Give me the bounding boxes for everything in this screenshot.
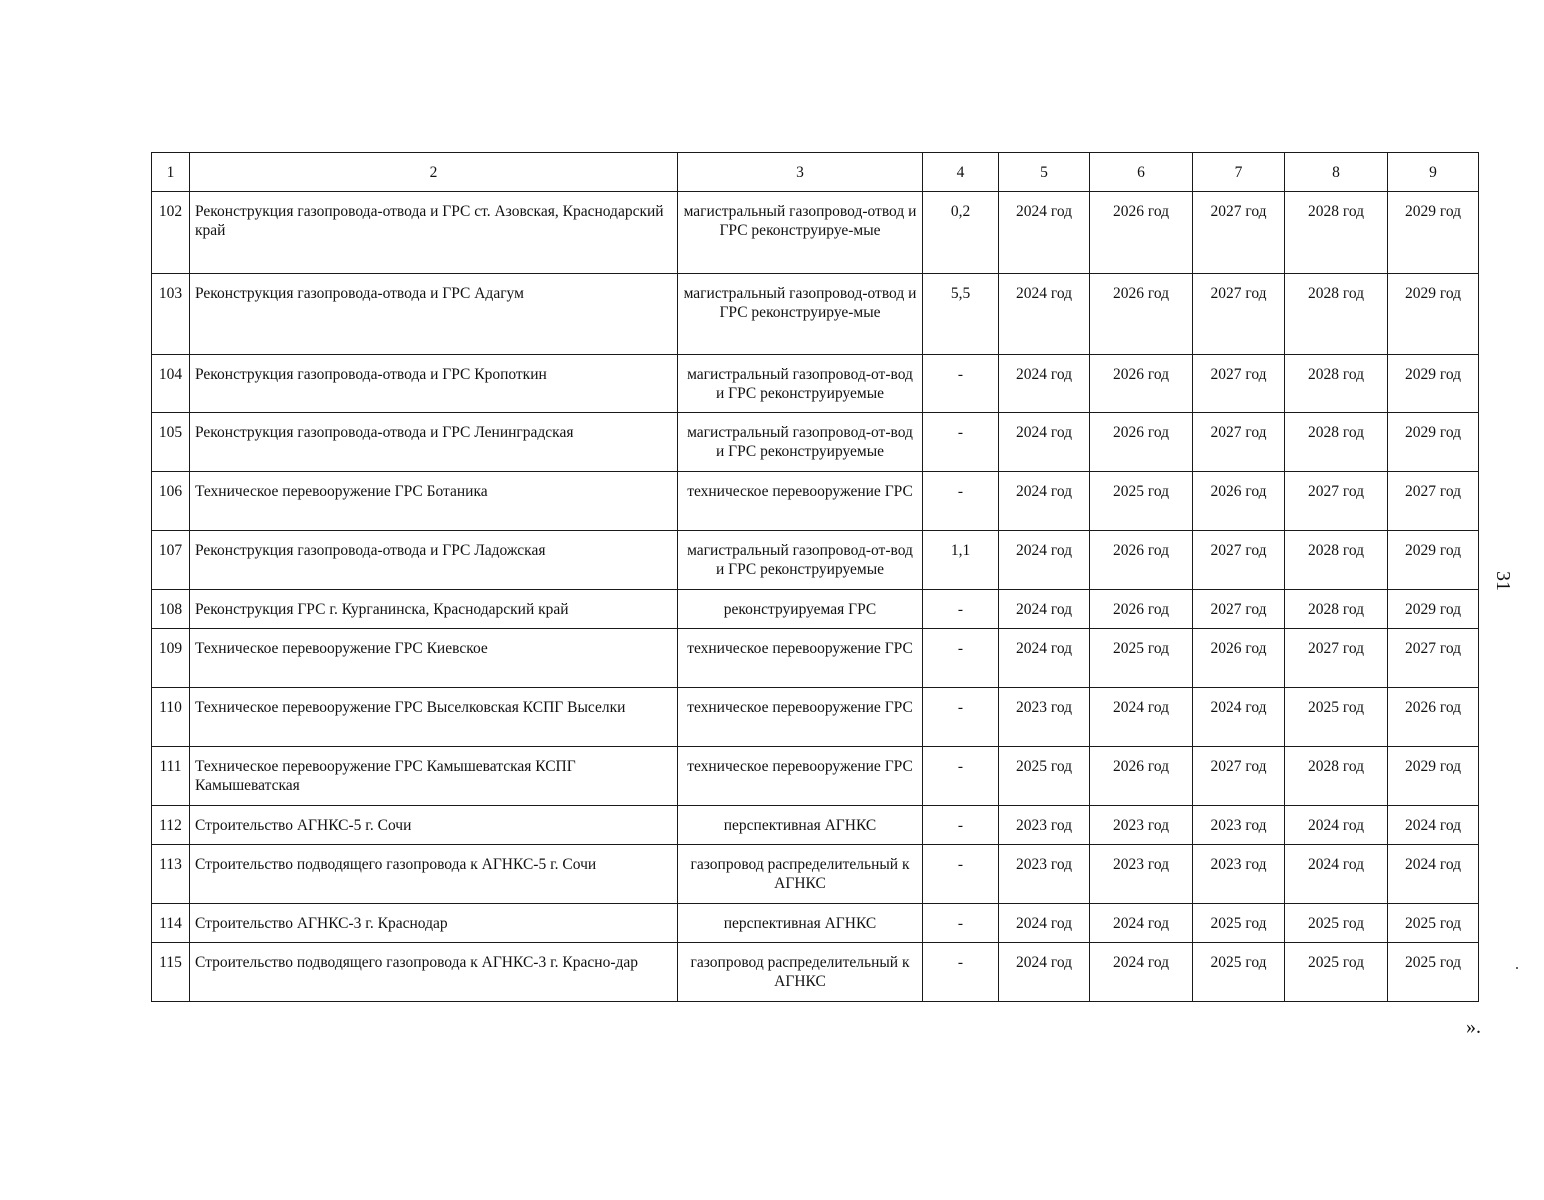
year-col-5-cell: 2024 год — [999, 472, 1090, 531]
year-col-9-cell: 2027 год — [1388, 472, 1479, 531]
header-row — [152, 153, 1479, 192]
year-col-7-cell: 2027 год — [1193, 413, 1285, 472]
year-col-5-cell: 2023 год — [999, 806, 1090, 845]
table-row — [152, 688, 1479, 747]
object-type-cell: перспективная АГНКС — [678, 806, 923, 845]
table-row — [152, 274, 1479, 355]
year-col-7-cell: 2026 год — [1193, 629, 1285, 688]
project-name-cell: Строительство подводящего газопровода к АГНКС-3 г. Красно-дар — [190, 943, 678, 1002]
value-col-4-cell: - — [923, 472, 999, 531]
year-col-9-cell: 2027 год — [1388, 629, 1479, 688]
row-number-cell: 109 — [152, 629, 190, 688]
object-type-cell: перспективная АГНКС — [678, 904, 923, 943]
object-type-cell: магистральный газопровод-от-вод и ГРС реконструируемые — [678, 355, 923, 413]
year-col-7-cell: 2027 год — [1193, 192, 1285, 274]
object-type-cell: магистральный газопровод-отвод и ГРС реконструируе-мые — [678, 274, 923, 355]
year-col-7-cell: 2027 год — [1193, 747, 1285, 806]
project-name-cell: Реконструкция газопровода-отвода и ГРС ст. Азовская, Краснодарский край — [190, 192, 678, 274]
row-number-cell: 104 — [152, 355, 190, 413]
year-col-6-cell: 2024 год — [1090, 943, 1193, 1002]
year-col-6-cell: 2023 год — [1090, 845, 1193, 904]
row-number-cell: 106 — [152, 472, 190, 531]
row-number-cell: 105 — [152, 413, 190, 472]
row-number-cell: 102 — [152, 192, 190, 274]
object-type-cell: газопровод распределительный к АГНКС — [678, 845, 923, 904]
row-number-cell: 114 — [152, 904, 190, 943]
table-row — [152, 355, 1479, 413]
project-name-cell: Реконструкция ГРС г. Курганинска, Краснодарский край — [190, 590, 678, 629]
value-col-4-cell: - — [923, 590, 999, 629]
table-body — [152, 153, 1479, 1002]
project-name-cell: Реконструкция газопровода-отвода и ГРС Адагум — [190, 274, 678, 355]
page-number: 31 — [1492, 571, 1514, 591]
header-cell: 4 — [923, 153, 999, 192]
table-row — [152, 413, 1479, 472]
year-col-6-cell: 2026 год — [1090, 274, 1193, 355]
year-col-9-cell: 2025 год — [1388, 904, 1479, 943]
row-number-cell: 111 — [152, 747, 190, 806]
year-col-6-cell: 2026 год — [1090, 590, 1193, 629]
year-col-9-cell: 2029 год — [1388, 531, 1479, 590]
year-col-5-cell: 2024 год — [999, 192, 1090, 274]
value-col-4-cell: - — [923, 904, 999, 943]
year-col-6-cell: 2024 год — [1090, 688, 1193, 747]
year-col-7-cell: 2027 год — [1193, 590, 1285, 629]
table-row — [152, 943, 1479, 1002]
object-type-cell: магистральный газопровод-от-вод и ГРС реконструируемые — [678, 531, 923, 590]
project-name-cell: Строительство АГНКС-3 г. Краснодар — [190, 904, 678, 943]
project-name-cell: Строительство подводящего газопровода к АГНКС-5 г. Сочи — [190, 845, 678, 904]
year-col-9-cell: 2029 год — [1388, 274, 1479, 355]
row-number-cell: 115 — [152, 943, 190, 1002]
year-col-8-cell: 2027 год — [1285, 629, 1388, 688]
project-name-cell: Техническое перевооружение ГРС Выселковская КСПГ Выселки — [190, 688, 678, 747]
year-col-5-cell: 2024 год — [999, 531, 1090, 590]
year-col-5-cell: 2024 год — [999, 943, 1090, 1002]
year-col-8-cell: 2025 год — [1285, 688, 1388, 747]
project-name-cell: Техническое перевооружение ГРС Камышеватская КСПГ Камышеватская — [190, 747, 678, 806]
year-col-7-cell: 2026 год — [1193, 472, 1285, 531]
year-col-6-cell: 2025 год — [1090, 629, 1193, 688]
year-col-8-cell: 2024 год — [1285, 806, 1388, 845]
year-col-7-cell: 2025 год — [1193, 943, 1285, 1002]
year-col-6-cell: 2025 год — [1090, 472, 1193, 531]
project-name-cell: Строительство АГНКС-5 г. Сочи — [190, 806, 678, 845]
value-col-4-cell: - — [923, 355, 999, 413]
year-col-7-cell: 2023 год — [1193, 845, 1285, 904]
year-col-8-cell: 2028 год — [1285, 355, 1388, 413]
row-number-cell: 103 — [152, 274, 190, 355]
year-col-6-cell: 2026 год — [1090, 192, 1193, 274]
header-cell: 2 — [190, 153, 678, 192]
table-row — [152, 747, 1479, 806]
value-col-4-cell: 1,1 — [923, 531, 999, 590]
year-col-9-cell: 2024 год — [1388, 845, 1479, 904]
year-col-5-cell: 2023 год — [999, 845, 1090, 904]
year-col-6-cell: 2024 год — [1090, 904, 1193, 943]
value-col-4-cell: - — [923, 413, 999, 472]
year-col-8-cell: 2027 год — [1285, 472, 1388, 531]
header-cell: 1 — [152, 153, 190, 192]
value-col-4-cell: - — [923, 845, 999, 904]
project-name-cell: Реконструкция газопровода-отвода и ГРС Ленинградская — [190, 413, 678, 472]
project-name-cell: Реконструкция газопровода-отвода и ГРС Кропоткин — [190, 355, 678, 413]
year-col-8-cell: 2024 год — [1285, 845, 1388, 904]
value-col-4-cell: 5,5 — [923, 274, 999, 355]
year-col-6-cell: 2026 год — [1090, 413, 1193, 472]
year-col-8-cell: 2028 год — [1285, 274, 1388, 355]
scan-speck — [1516, 967, 1518, 969]
header-cell: 6 — [1090, 153, 1193, 192]
year-col-5-cell: 2025 год — [999, 747, 1090, 806]
object-type-cell: техническое перевооружение ГРС — [678, 472, 923, 531]
year-col-8-cell: 2028 год — [1285, 590, 1388, 629]
row-number-cell: 113 — [152, 845, 190, 904]
year-col-5-cell: 2024 год — [999, 629, 1090, 688]
year-col-8-cell: 2028 год — [1285, 531, 1388, 590]
object-type-cell: магистральный газопровод-отвод и ГРС реконструируе-мые — [678, 192, 923, 274]
year-col-8-cell: 2028 год — [1285, 747, 1388, 806]
table-row — [152, 472, 1479, 531]
header-cell: 5 — [999, 153, 1090, 192]
year-col-5-cell: 2024 год — [999, 413, 1090, 472]
year-col-5-cell: 2024 год — [999, 355, 1090, 413]
row-number-cell: 108 — [152, 590, 190, 629]
year-col-8-cell: 2025 год — [1285, 943, 1388, 1002]
year-col-9-cell: 2029 год — [1388, 192, 1479, 274]
table-row — [152, 590, 1479, 629]
year-col-9-cell: 2024 год — [1388, 806, 1479, 845]
year-col-9-cell: 2029 год — [1388, 747, 1479, 806]
table-row — [152, 531, 1479, 590]
year-col-8-cell: 2025 год — [1285, 904, 1388, 943]
project-name-cell: Техническое перевооружение ГРС Киевское — [190, 629, 678, 688]
table-row — [152, 806, 1479, 845]
object-type-cell: техническое перевооружение ГРС — [678, 629, 923, 688]
row-number-cell: 107 — [152, 531, 190, 590]
header-cell: 7 — [1193, 153, 1285, 192]
header-cell: 3 — [678, 153, 923, 192]
year-col-9-cell: 2026 год — [1388, 688, 1479, 747]
value-col-4-cell: - — [923, 806, 999, 845]
row-number-cell: 110 — [152, 688, 190, 747]
year-col-5-cell: 2023 год — [999, 688, 1090, 747]
value-col-4-cell: - — [923, 943, 999, 1002]
table-row — [152, 904, 1479, 943]
value-col-4-cell: - — [923, 747, 999, 806]
year-col-7-cell: 2025 год — [1193, 904, 1285, 943]
year-col-9-cell: 2029 год — [1388, 590, 1479, 629]
year-col-7-cell: 2027 год — [1193, 274, 1285, 355]
table-row — [152, 629, 1479, 688]
object-type-cell: техническое перевооружение ГРС — [678, 688, 923, 747]
object-type-cell: газопровод распределительный к АГНКС — [678, 943, 923, 1002]
year-col-8-cell: 2028 год — [1285, 192, 1388, 274]
year-col-8-cell: 2028 год — [1285, 413, 1388, 472]
closing-quote-mark: ». — [1466, 1016, 1481, 1038]
year-col-7-cell: 2024 год — [1193, 688, 1285, 747]
value-col-4-cell: 0,2 — [923, 192, 999, 274]
year-col-6-cell: 2026 год — [1090, 531, 1193, 590]
header-cell: 9 — [1388, 153, 1479, 192]
object-type-cell: магистральный газопровод-от-вод и ГРС реконструируемые — [678, 413, 923, 472]
year-col-9-cell: 2025 год — [1388, 943, 1479, 1002]
year-col-5-cell: 2024 год — [999, 904, 1090, 943]
row-number-cell: 112 — [152, 806, 190, 845]
year-col-6-cell: 2026 год — [1090, 355, 1193, 413]
year-col-7-cell: 2027 год — [1193, 355, 1285, 413]
year-col-5-cell: 2024 год — [999, 274, 1090, 355]
project-name-cell: Реконструкция газопровода-отвода и ГРС Ладожская — [190, 531, 678, 590]
table-row — [152, 192, 1479, 274]
value-col-4-cell: - — [923, 688, 999, 747]
year-col-9-cell: 2029 год — [1388, 413, 1479, 472]
project-name-cell: Техническое перевооружение ГРС Ботаника — [190, 472, 678, 531]
object-type-cell: реконструируемая ГРС — [678, 590, 923, 629]
projects-table — [151, 152, 1479, 1002]
object-type-cell: техническое перевооружение ГРС — [678, 747, 923, 806]
table-row — [152, 845, 1479, 904]
year-col-7-cell: 2023 год — [1193, 806, 1285, 845]
header-cell: 8 — [1285, 153, 1388, 192]
year-col-7-cell: 2027 год — [1193, 531, 1285, 590]
year-col-5-cell: 2024 год — [999, 590, 1090, 629]
value-col-4-cell: - — [923, 629, 999, 688]
year-col-6-cell: 2023 год — [1090, 806, 1193, 845]
year-col-9-cell: 2029 год — [1388, 355, 1479, 413]
year-col-6-cell: 2026 год — [1090, 747, 1193, 806]
